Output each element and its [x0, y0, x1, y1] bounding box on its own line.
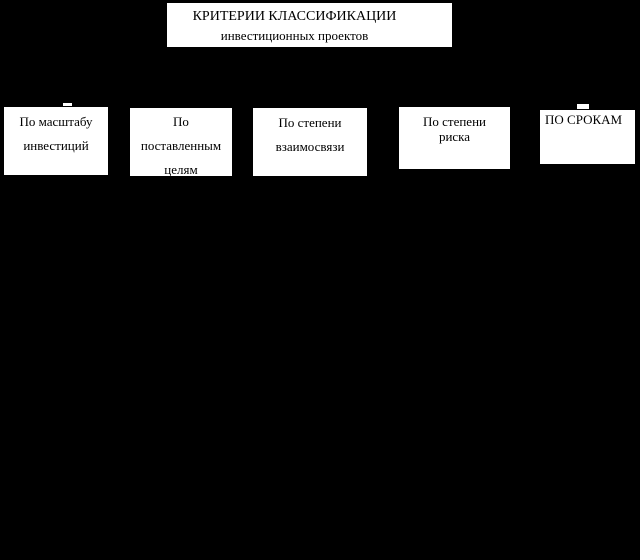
- category-box-goals-line-3: целям: [164, 162, 198, 177]
- category-box-goals-line-2: поставленным: [140, 138, 222, 153]
- category-box-terms-line-1: ПО СРОКАМ: [545, 112, 623, 127]
- title-line-2: инвестиционных проектов: [220, 28, 369, 43]
- category-box-terms: [539, 109, 636, 165]
- category-box-goals-line-1: По: [173, 114, 189, 129]
- category-box-interrelation-line-1: По степени: [278, 115, 342, 130]
- category-box-risk-line-2: риска: [438, 129, 471, 144]
- title-line-1: КРИТЕРИИ КЛАССИФИКАЦИИ: [192, 9, 397, 24]
- title-box: [166, 2, 453, 48]
- category-box-scale: [3, 106, 109, 176]
- category-box-scale-line-1: По масштабу: [19, 114, 93, 129]
- category-box-risk-line-1: По степени: [422, 114, 486, 129]
- category-box-interrelation: [252, 107, 368, 177]
- category-box-scale-line-2: инвестиций: [23, 138, 89, 153]
- category-box-risk: [398, 106, 511, 170]
- category-box-goals: [129, 107, 233, 177]
- category-box-interrelation-line-2: взаимосвязи: [275, 139, 345, 154]
